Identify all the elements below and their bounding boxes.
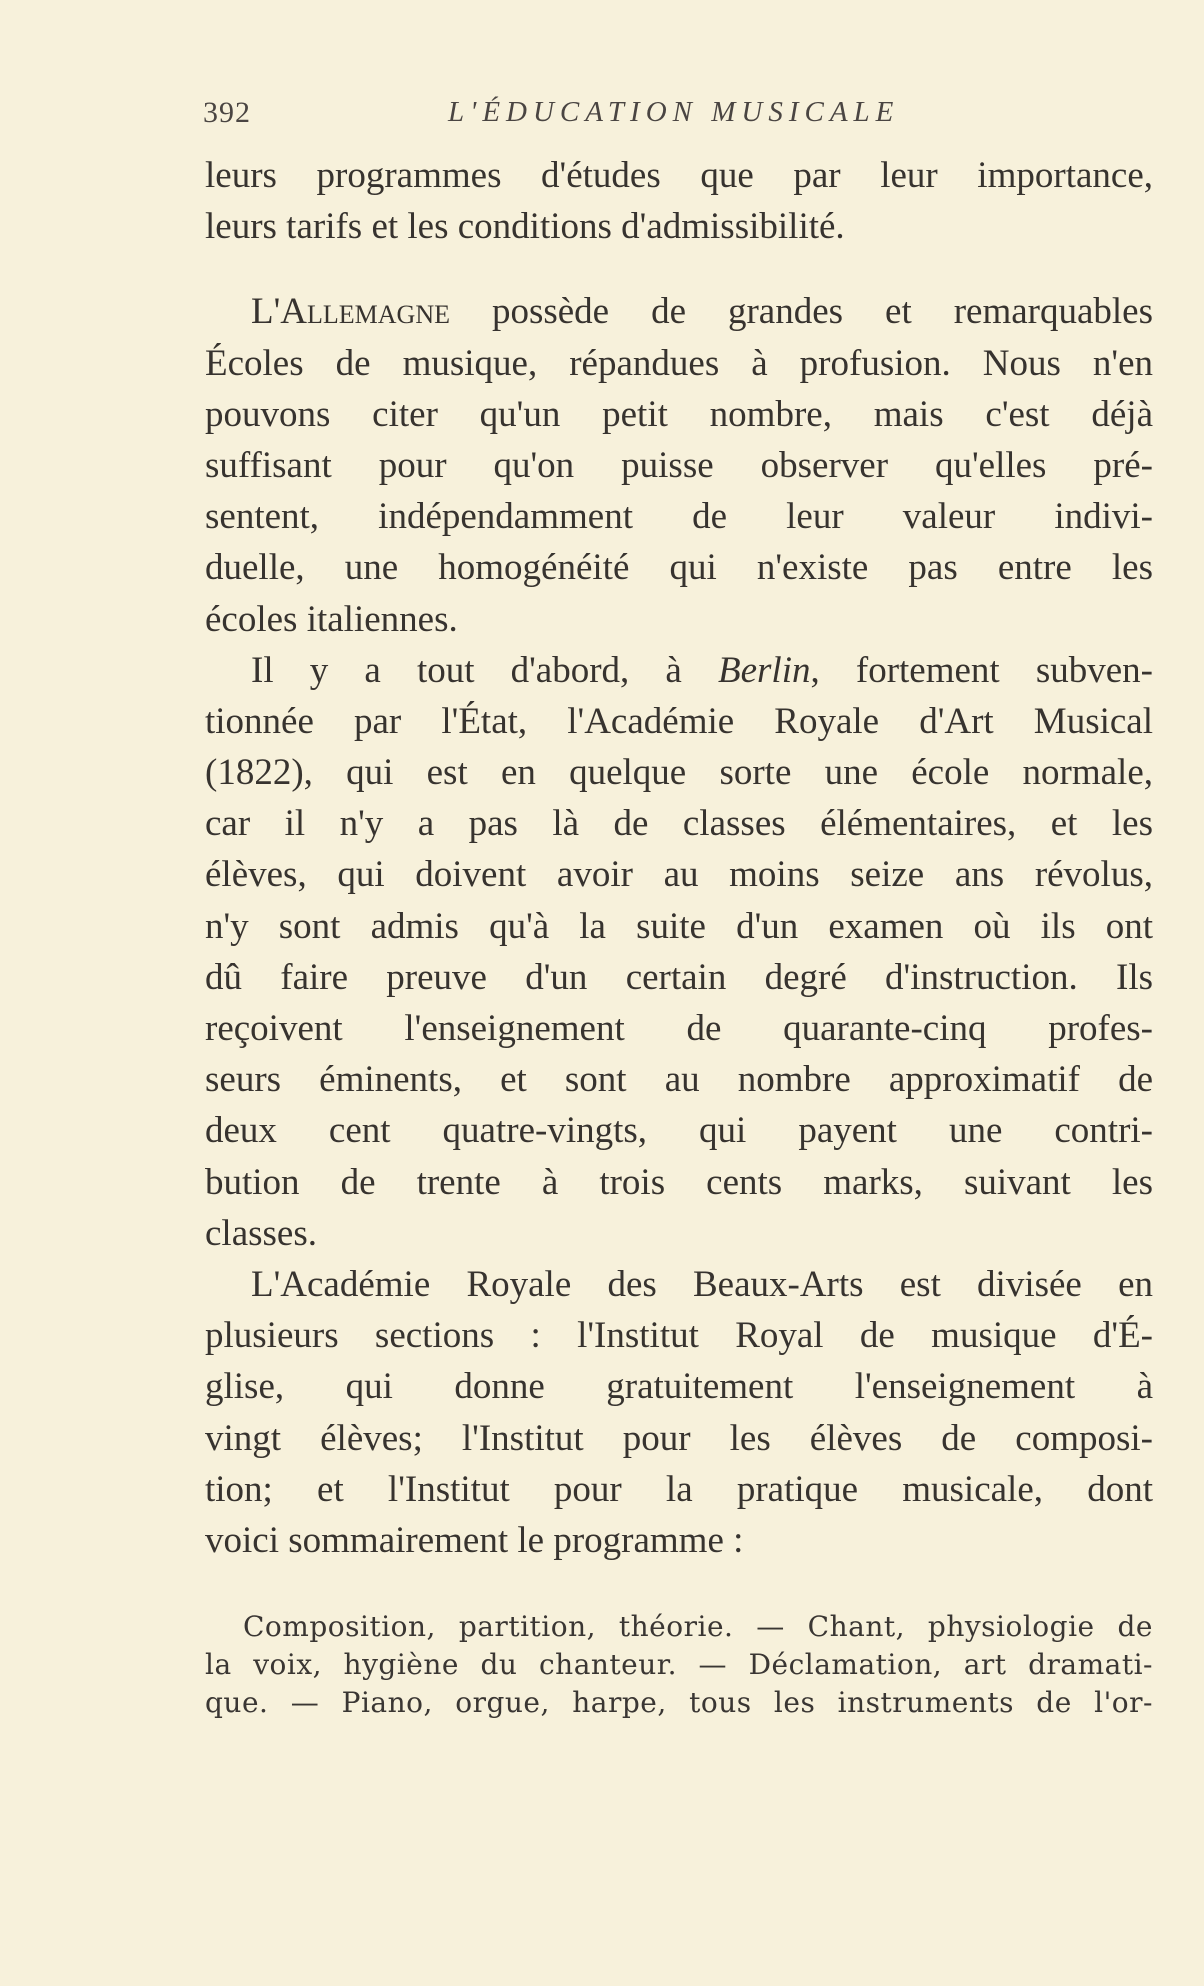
- text-line: sentent, indépendamment de leur valeur indivi-: [205, 496, 1153, 538]
- text-line: dû faire preuve d'un certain degré d'instruction. Ils: [205, 956, 1153, 998]
- text-line: [205, 286, 1153, 337]
- text-line: élèves, qui doivent avoir au moins seize ans révolus,: [205, 854, 1153, 896]
- text-line: L'Académie Royale des Beaux-Arts est divisée en: [251, 1263, 1153, 1305]
- text-fragment: , fortement subven-: [810, 649, 1153, 691]
- text-line: duelle, une homogénéité qui n'existe pas entre les: [205, 547, 1153, 589]
- running-head: [203, 96, 943, 136]
- text-fragment: L': [251, 291, 281, 333]
- text-line: n'y sont admis qu'à la suite d'un examen où ils ont: [205, 905, 1153, 947]
- text-fragment: Il y a tout d'abord, à: [251, 649, 718, 691]
- text-line: écoles italiennes.: [205, 598, 458, 640]
- text-line: tionnée par l'État, l'Académie Royale d'Art Musical: [205, 700, 1153, 742]
- page-number: 392: [203, 96, 251, 129]
- program-note: [205, 1608, 1153, 1722]
- country-name: Allemagne: [280, 291, 450, 333]
- text-line: seurs éminents, et sont au nombre approximatif de: [205, 1059, 1153, 1101]
- text-line: leurs tarifs et les conditions d'admissibilité.: [205, 206, 845, 248]
- text-line: vingt élèves; l'Institut pour les élèves de composi-: [205, 1417, 1153, 1459]
- text-line: Écoles de musique, répandues à profusion. Nous n'en: [205, 342, 1153, 384]
- text-line: deux cent quatre-vingts, qui payent une contri-: [205, 1110, 1153, 1152]
- running-title: L'ÉDUCATION MUSICALE: [448, 96, 900, 128]
- body-text: [205, 150, 1153, 1566]
- note-line: la voix, hygiène du chanteur. — Déclamation, art dramati-: [205, 1648, 1153, 1681]
- text-line: glise, qui donne gratuitement l'enseignement à: [205, 1366, 1153, 1408]
- text-line: suffisant pour qu'on puisse observer qu'elles pré-: [205, 444, 1153, 486]
- text-line: car il n'y a pas là de classes élémentaires, et les: [205, 803, 1153, 845]
- text-line: plusieurs sections : l'Institut Royal de musique d'É-: [205, 1315, 1153, 1357]
- text-line: pouvons citer qu'un petit nombre, mais c'est déjà: [205, 393, 1153, 435]
- text-line: reçoivent l'enseignement de quarante-cinq profes-: [205, 1008, 1153, 1049]
- text-line: [205, 645, 1153, 696]
- text-line: voici sommairement le programme :: [205, 1519, 744, 1561]
- city-name: Berlin: [718, 649, 811, 691]
- text-line: classes.: [205, 1212, 317, 1254]
- paragraph-spacer: [205, 252, 1153, 286]
- note-line: Composition, partition, théorie. — Chant, physiologie de: [243, 1610, 1153, 1643]
- text-line: leurs programmes d'études que par leur importance,: [205, 155, 1153, 196]
- text-fragment: possède de grandes et remarquables: [449, 291, 1153, 333]
- text-line: tion; et l'Institut pour la pratique musicale, dont: [205, 1468, 1153, 1510]
- text-line: (1822), qui est en quelque sorte une école normale,: [205, 752, 1153, 794]
- note-line: que. — Piano, orgue, harpe, tous les instruments de l'or-: [205, 1686, 1153, 1719]
- text-line: bution de trente à trois cents marks, suivant les: [205, 1161, 1153, 1203]
